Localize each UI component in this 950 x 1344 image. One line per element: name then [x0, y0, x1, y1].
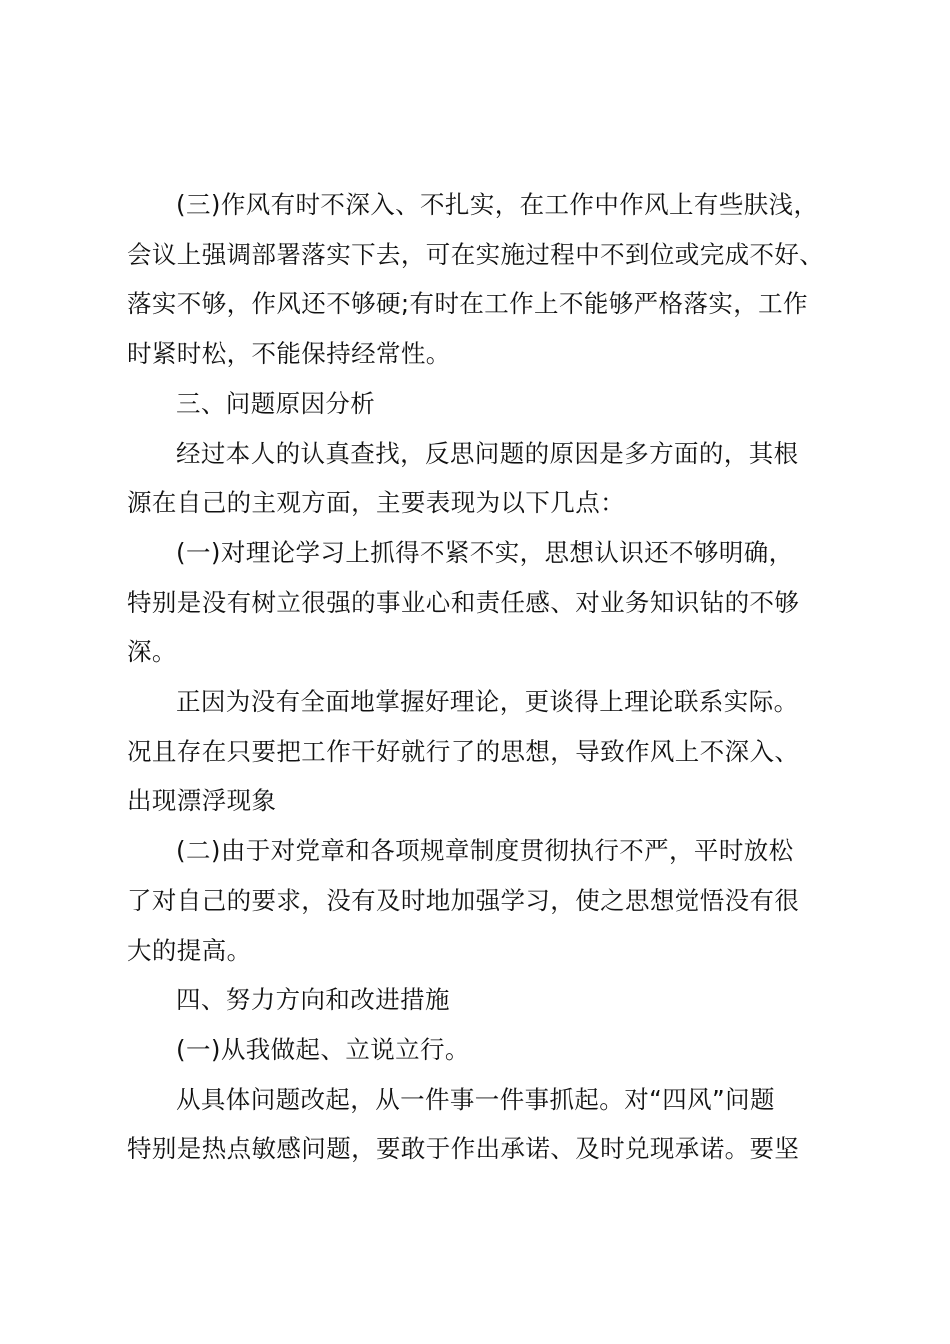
subheading: (一)从我做起、立说立行。	[176, 1034, 470, 1064]
text-line: 特别是热点敏感问题，要敢于作出承诺、及时兑现承诺。要坚	[127, 1134, 800, 1164]
text-line: 落实不够，作风还不够硬;有时在工作上不能够严格落实，工作	[127, 289, 808, 319]
paragraph-concrete-issues	[127, 1075, 847, 1174]
text-line: (三)作风有时不深入、不扎实，在工作中作风上有些肤浅，	[176, 190, 819, 219]
text-line: 会议上强调部署落实下去，可在实施过程中不到位或完成不好、	[127, 239, 825, 269]
text-line: 特别是没有树立很强的事业心和责任感、对业务知识钻的不够	[127, 587, 800, 617]
text-line: 时紧时松，不能保持经常性。	[127, 339, 451, 369]
text-line: 源在自己的主观方面，主要表现为以下几点：	[127, 488, 625, 518]
paragraph-cause-two	[127, 826, 847, 975]
text-line: 深。	[127, 637, 177, 667]
document-body	[127, 180, 847, 1174]
paragraph-work-style-issue	[127, 180, 847, 379]
text-line: (二)由于对党章和各项规章制度贯彻执行不严，平时放松	[176, 836, 794, 866]
text-line: 况且存在只要把工作干好就行了的思想，导致作风上不深入、	[127, 736, 800, 766]
paragraph-cause-one	[127, 528, 847, 677]
text-line: 出现漂浮现象	[127, 786, 277, 816]
subheading-start-with-me	[127, 1025, 847, 1075]
section-heading: 三、问题原因分析	[176, 388, 376, 418]
text-line: (一)对理论学习上抓得不紧不实，思想认识还不够明确，	[176, 537, 794, 567]
paragraph-cause-intro	[127, 429, 847, 528]
paragraph-theory-practice	[127, 677, 847, 826]
section-heading: 四、努力方向和改进措施	[176, 985, 450, 1015]
text-line: 了对自己的要求，没有及时地加强学习，使之思想觉悟没有很	[127, 885, 800, 915]
text-line: 正因为没有全面地掌握好理论，更谈得上理论联系实际。	[176, 687, 799, 717]
text-line: 大的提高。	[127, 935, 252, 965]
section-heading-improvement	[127, 975, 847, 1025]
text-line: 从具体问题改起，从一件事一件事抓起。对“四风”问题	[176, 1084, 775, 1114]
text-line: 经过本人的认真查找，反思问题的原因是多方面的，其根	[176, 438, 799, 468]
section-heading-cause-analysis	[127, 379, 847, 429]
